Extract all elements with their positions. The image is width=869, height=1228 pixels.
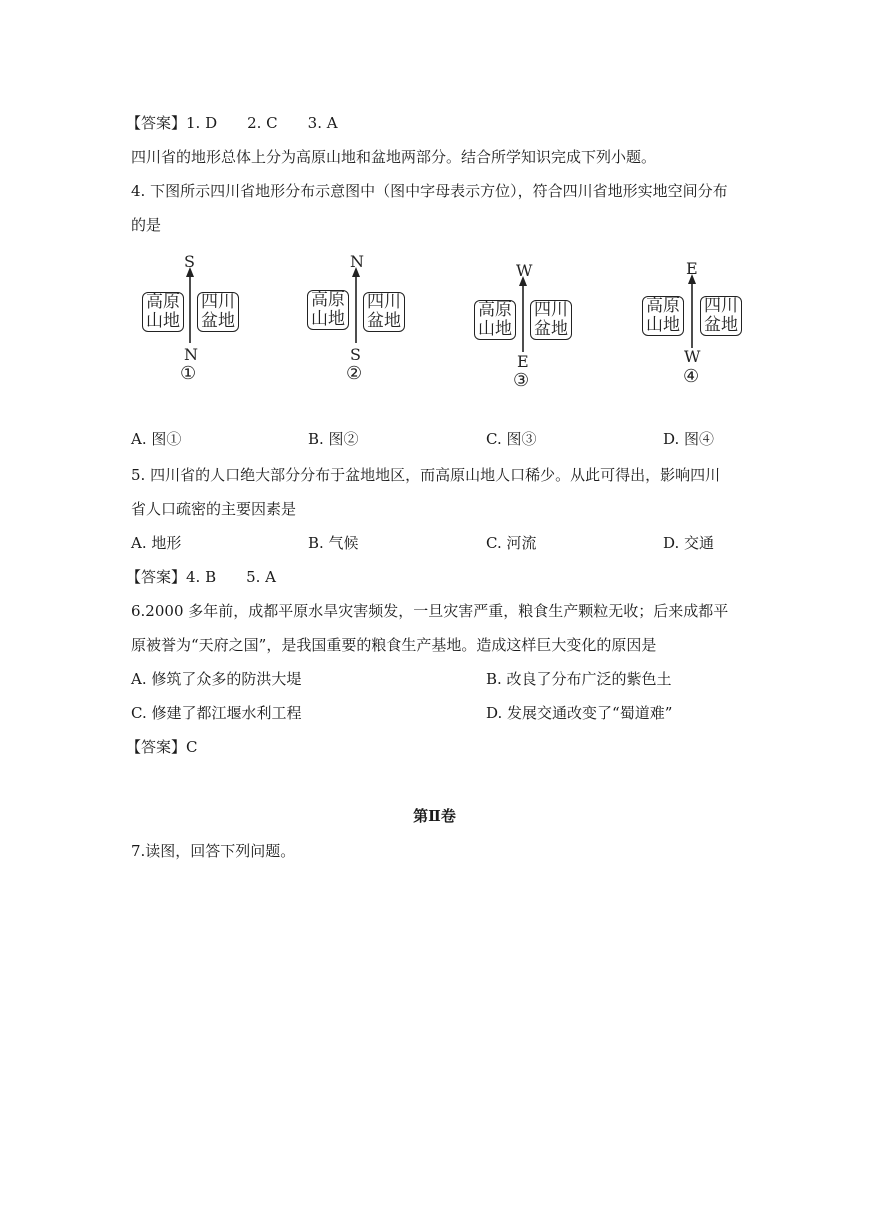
direction-bottom: S: [350, 345, 361, 364]
question-5-line2: 省人口疏密的主要因素是: [131, 500, 297, 518]
terrain-diagram-4: [640, 260, 750, 390]
q4-option-c[interactable]: C. 图③: [486, 430, 537, 448]
plateau-mountain-box: 高原 山地: [642, 296, 684, 336]
question-5-line1: 5. 四川省的人口绝大部分分布于盆地地区，而高原山地人口稀少。从此可得出，影响四川: [131, 466, 721, 484]
plateau-mountain-box: 高原 山地: [474, 300, 516, 340]
q5-option-a[interactable]: A. 地形: [131, 534, 182, 552]
q6-option-c[interactable]: C. 修建了都江堰水利工程: [131, 704, 302, 722]
direction-top: W: [516, 261, 533, 280]
question-4-line2: 的是: [131, 216, 162, 234]
plateau-mountain-box: 高原 山地: [307, 290, 349, 330]
sichuan-basin-box: 四川 盆地: [363, 292, 405, 332]
answer-3: 【答案】C: [126, 738, 198, 756]
q5-option-d[interactable]: D. 交通: [663, 534, 715, 552]
answer-2: 【答案】4. B 5. A: [126, 568, 277, 586]
q4-option-d[interactable]: D. 图④: [663, 430, 715, 448]
terrain-diagram-2: [305, 252, 415, 385]
question-7: 7.读图，回答下列问题。: [131, 842, 296, 860]
direction-top: N: [350, 252, 364, 271]
direction-bottom: W: [684, 347, 701, 366]
q5-option-b[interactable]: B. 气候: [308, 534, 359, 552]
question-6-line1: 6.2000 多年前，成都平原水旱灾害频发，一旦灾害严重，粮食生产颗粒无收；后来成都平: [131, 602, 729, 620]
question-6-line2: 原被誉为“天府之国”，是我国重要的粮食生产基地。造成这样巨大变化的原因是: [131, 636, 657, 654]
q5-option-c[interactable]: C. 河流: [486, 534, 537, 552]
plateau-mountain-box: 高原 山地: [142, 292, 184, 332]
answer-1: 【答案】1. D 2. C 3. A: [126, 114, 338, 132]
q4-option-a[interactable]: A. 图①: [131, 430, 182, 448]
direction-top: S: [184, 252, 195, 271]
question-4-line1: 4. 下图所示四川省地形分布示意图中（图中字母表示方位），符合四川省地形实地空间分布: [131, 182, 728, 200]
intro-text: 四川省的地形总体上分为高原山地和盆地两部分。结合所学知识完成下列小题。: [131, 148, 657, 166]
direction-bottom: N: [184, 345, 198, 364]
diagram-label: ③: [513, 370, 530, 391]
q6-option-b[interactable]: B. 改良了分布广泛的紫色土: [486, 670, 672, 688]
q4-option-b[interactable]: B. 图②: [308, 430, 359, 448]
sichuan-basin-box: 四川 盆地: [700, 296, 742, 336]
diagram-label: ④: [683, 366, 700, 387]
terrain-diagram-1: [140, 252, 250, 385]
direction-top: E: [686, 259, 698, 278]
sichuan-basin-box: 四川 盆地: [197, 292, 239, 332]
terrain-diagram-3: [472, 262, 582, 392]
direction-bottom: E: [517, 352, 529, 371]
diagram-label: ②: [346, 363, 363, 384]
q6-option-d[interactable]: D. 发展交通改变了“蜀道难”: [486, 704, 673, 722]
diagram-label: ①: [180, 363, 197, 384]
sichuan-basin-box: 四川 盆地: [530, 300, 572, 340]
section-title: 第Ⅱ卷: [413, 807, 456, 825]
q6-option-a[interactable]: A. 修筑了众多的防洪大堤: [131, 670, 302, 688]
